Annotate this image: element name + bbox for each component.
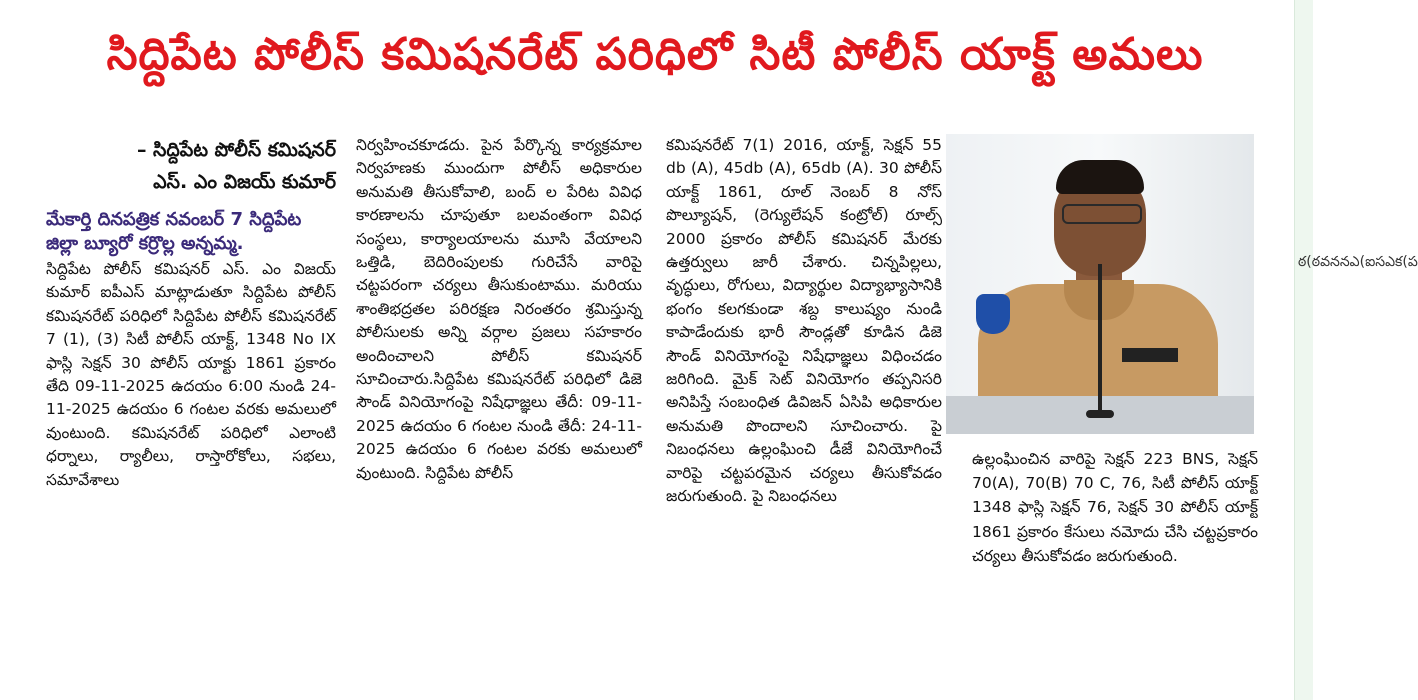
shoulder-badge-icon <box>976 294 1010 334</box>
photo-caption-text: ఉల్లంఘించిన వారిపై సెక్షన్ 223 BNS, సెక్షన్ 70(A), 70(B) 70 C, 76, సిటీ పోలీస్ యాక్ట్ 1348 ఫాస్లి సెక్షన్ 76, సెక్షన్ 30 పోలీస్ యాక్ట్ 1861 ప్రకారం కేసులు నమోదు చేసి చట్టప్రకారం చర్యలు తీసుకోవడం జరుగుతుంది. <box>972 450 1258 565</box>
article-column-3 <box>666 134 942 509</box>
column-3-text: కమిషనరేట్ 7(1) 2016, యాక్ట్, సెక్షన్ 55 db (A), 45db (A), 65db (A). 30 పోలీస్ యాక్ట్ 1861, రూల్ నెంబర్ 8 నోస్ పొల్యూషన్, (రెగ్యులేషన్ కంట్రోల్) రూల్స్ 2000 ప్రకారం పోలీస్ కమిషనర్ మేరకు ఉత్తర్వులు జారీ చేశారు. చిన్నపిల్లలు, వృద్ధులు, రోగులు, విద్యార్థుల విద్యాభ్యాసానికి భంగం కలగకుండా శబ్ద కాలుష్యం నుండి కాపాడేందుకు భారీ సౌండ్లతో కూడిన డిజె సౌండ్ వినియోగంపై నిషేధాజ్ఞలు విధించడం జరిగింది. మైక్ సెట్ వినియోగం తప్పనిసరి అనిపిస్తే సంబంధిత డివిజన్ ఏసిపి అధికారుల అనుమతి పొందాలని సూచించారు. పై నిబంధనలు ఉల్లంఘించి డీజే వినియోగించే వారిపై చట్టపరమైన చర్యలు తీసుకోవడం జరుగుతుంది. పై నిబంధనలు <box>666 136 942 506</box>
next-article-cut-text: ఠ(ఠవననఎ(ఐసఎక(ప <box>1298 254 1418 270</box>
commissioner-photo <box>946 134 1254 434</box>
article-column-1 <box>46 134 336 492</box>
byline-line-1: – సిద్దిపేట పోలీస్ కమిషనర్ <box>136 139 336 161</box>
column-2-text: నిర్వహించకూడదు. పైన పేర్కొన్న కార్యక్రమాల నిర్వహణకు ముందుగా పోలీస్ అధికారుల అనుమతి తీసుకోవాలి, బంద్ ల పేరిట వివిధ కారణాలను చూపుతూ బలవంతంగా వివిధ సంస్థలు, కార్యాలయాలను మూసి వేయాలని ఒత్తిడి, బెదిరింపులకు గురిచేసే వారిపై చట్టపరంగా చర్యలు తీసుకుంటాము. మరియు శాంతిభద్రతల పరిరక్షణ నిరంతరం శ్రమిస్తున్న పోలీసులకు అన్ని వర్గాల ప్రజలు సహకారం అందించాలని పోలీస్ కమిషనర్ సూచించారు.సిద్దిపేట కమిషనరేట్ పరిధిలో డిజె సౌండ్ వినియోగంపై నిషేధాజ్ఞలు తేదీ: 09-11-2025 ఉదయం 6 గంటల నుండి తేదీ: 24-11-2025 ఉదయం 6 గంటల వరకు అమలులో వుంటుంది. సిద్దిపేట పోలీస్ <box>356 136 642 482</box>
microphone-base-icon <box>1086 410 1114 418</box>
glasses-icon <box>1062 204 1142 224</box>
column-1-text: సిద్దిపేట పోలీస్ కమిషనర్ ఎస్. ఎం విజయ్ కుమార్ ఐపీఎస్ మాట్లాడుతూ సిద్దిపేట పోలీస్ కమిషనరేట్ పరిధిలో సిద్దిపేట పోలీస్ కమిషనరేట్ 7 (1), (3) సిటీ పోలీస్ యాక్ట్, 1348 No IX ఫాస్లి సెక్షన్ 30 పోలీస్ యాక్టు 1861 ప్రకారం తేది 09-11-2025 ఉదయం 6:00 నుండి 24-11-2025 ఉదయం 6 గంటల వరకు అమలులో వుంటుంది. కమిషనరేట్ పరిధిలో ఎలాంటి ధర్నాలు, ర్యాలీలు, రాస్తారోకోలు, సభలు, సమావేశాలు <box>46 260 336 489</box>
microphone-icon <box>1098 264 1102 414</box>
byline-line-2: ఎస్. ఎం విజయ్ కుమార్ <box>153 171 336 193</box>
article-column-2 <box>356 134 642 485</box>
headline: సిద్దిపేట పోలీస్ కమిషనరేట్ పరిధిలో సిటీ పోలీస్ యాక్ట్ అమలు <box>106 29 1204 80</box>
dateline: మేకార్తి దినపత్రిక నవంబర్ 7 సిద్దిపేట జిల్లా బ్యూరో కర్రొల్ల అన్నమ్మ. <box>46 209 302 254</box>
nameplate-shape <box>1122 348 1178 362</box>
hair-shape <box>1056 160 1144 194</box>
